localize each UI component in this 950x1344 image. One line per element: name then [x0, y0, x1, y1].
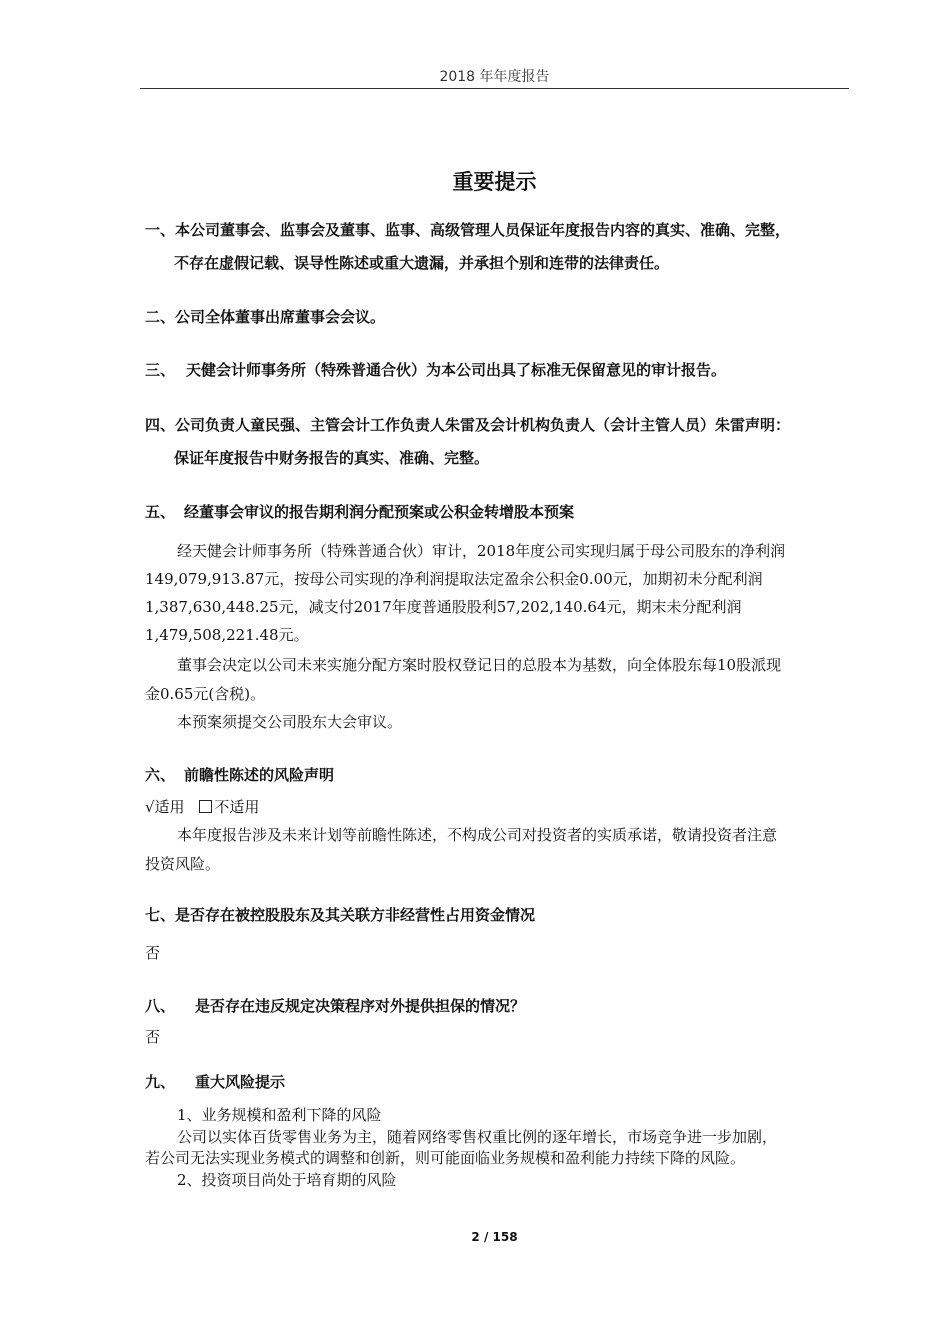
risk-1-title: 1、业务规模和盈利下降的风险 — [177, 1106, 382, 1124]
section-8-number: 八、 — [145, 997, 176, 1015]
page-header: 2018 年年度报告 — [439, 69, 550, 85]
section-8-answer: 否 — [145, 1028, 161, 1046]
section-5-para-1-line-1: 经天健会计师事务所（特殊普通合伙）审计，2018年度公司实现归属于母公司股东的净利润 — [177, 542, 786, 560]
page-title: 重要提示 — [452, 170, 537, 194]
section-5-number: 五、 — [145, 503, 176, 521]
section-5-para-1-line-2: 149,079,913.87元，按母公司实现的净利润提取法定盈余公积金0.00元，加期初未分配利润 — [145, 570, 763, 588]
not-applicable-option: 不适用 — [214, 798, 260, 816]
section-4-line-2: 保证年度报告中财务报告的真实、准确、完整。 — [174, 449, 490, 467]
section-6-number: 六、 — [145, 766, 176, 784]
section-5-para-2-line-2: 金0.65元(含税)。 — [145, 685, 266, 703]
section-1-line-2: 不存在虚假记载、误导性陈述或重大遗漏，并承担个别和连带的法律责任。 — [174, 254, 670, 272]
section-5-para-2-line-1: 董事会决定以公司未来实施分配方案时股权登记日的总股本为基数，向全体股东每10股派现 — [177, 656, 782, 674]
section-6-para-line-1: 本年度报告涉及未来计划等前瞻性陈述，不构成公司对投资者的实质承诺，敬请投资者注意 — [177, 826, 778, 844]
section-3-number: 三、 — [145, 361, 176, 379]
section-7-answer: 否 — [145, 944, 161, 962]
applicability-options — [145, 796, 259, 817]
section-5-title: 经董事会审议的报告期利润分配预案或公积金转增股本预案 — [184, 503, 575, 521]
applicable-option: √适用 — [145, 798, 185, 816]
section-5-para-1-line-3: 1,387,630,448.25元，减支付2017年度普通股股利57,202,140.64元，期末未分配利润 — [145, 598, 742, 616]
section-3-text: 天健会计师事务所（特殊普通合伙）为本公司出具了标准无保留意见的审计报告。 — [186, 361, 727, 379]
risk-1-line-2: 若公司无法实现业务模式的调整和创新，则可能面临业务规模和盈利能力持续下降的风险。 — [145, 1149, 746, 1167]
section-9-number: 九、 — [145, 1073, 176, 1091]
section-7-title: 七、是否存在被控股股东及其关联方非经营性占用资金情况 — [145, 906, 536, 924]
section-5-para-3: 本预案须提交公司股东大会审议。 — [177, 713, 403, 731]
risk-2-title: 2、投资项目尚处于培育期的风险 — [177, 1171, 397, 1189]
section-5-para-1-line-4: 1,479,508,221.48元。 — [145, 626, 309, 644]
section-6-para-line-2: 投资风险。 — [145, 855, 221, 873]
section-1-line-1: 一、本公司董事会、监事会及董事、监事、高级管理人员保证年度报告内容的真实、准确、完整， — [145, 221, 791, 239]
section-8-title: 是否存在违反规定决策程序对外提供担保的情况？ — [195, 997, 526, 1015]
section-4-line-1: 四、公司负责人童民强、主管会计工作负责人朱雷及会计机构负责人（会计主管人员）朱雷声明： — [145, 416, 791, 434]
risk-1-line-1: 公司以实体百货零售业务为主，随着网络零售权重比例的逐年增长，市场竞争进一步加剧， — [177, 1128, 778, 1146]
page-number: 2 / 158 — [471, 1230, 518, 1244]
header-divider — [140, 88, 849, 89]
section-2: 二、公司全体董事出席董事会会议。 — [145, 308, 386, 326]
section-9-title: 重大风险提示 — [195, 1073, 286, 1091]
checkbox-icon — [199, 800, 212, 813]
section-6-title: 前瞻性陈述的风险声明 — [184, 766, 335, 784]
